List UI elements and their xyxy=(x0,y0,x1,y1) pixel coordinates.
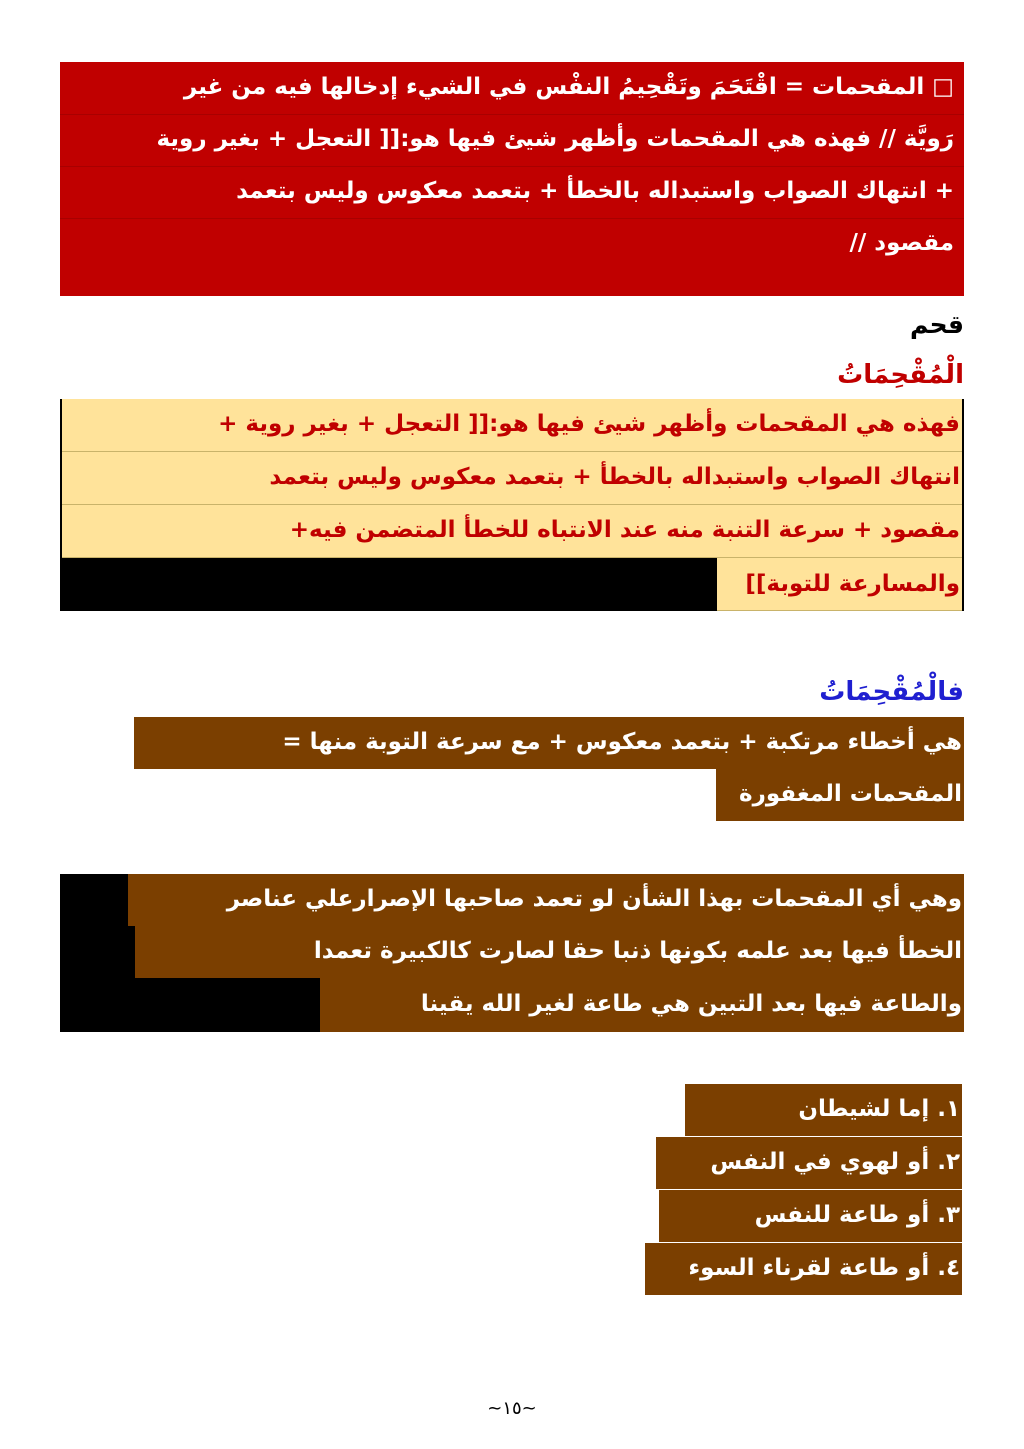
yellow-line-4: والمسارعة للتوبة]] xyxy=(745,571,960,597)
definition-text-1: هي أخطاء مرتكبة + بتعمد معكوس + مع سرعة التوبة منها = xyxy=(282,729,962,755)
list-item-text: ٢. أو لهوي في النفس xyxy=(710,1149,960,1175)
paragraph-box-row-3 xyxy=(320,978,964,1032)
redaction-bar xyxy=(60,874,130,926)
word-root: قحم xyxy=(910,310,964,339)
blue-heading: فالْمُقْحِمَاتُ xyxy=(819,677,964,707)
page-number: ~١٥~ xyxy=(487,1398,537,1419)
red-line-3: + انتهاك الصواب واستبداله بالخطأ + بتعمد معكوس وليس بتعمد xyxy=(236,178,954,204)
word-heading: الْمُقْحِمَاتُ xyxy=(837,360,964,390)
red-definition-block xyxy=(60,62,964,296)
row-divider xyxy=(60,218,964,219)
paragraph-line-1: وهي أي المقحمات بهذا الشأن لو تعمد صاحبها الإصرارعلي عناصر xyxy=(226,886,962,912)
yellow-line-2: انتهاك الصواب واستبداله بالخطأ + بتعمد معكوس وليس بتعمد xyxy=(269,464,960,490)
list-item-text: ٣. أو طاعة للنفس xyxy=(754,1202,960,1228)
list-item-text: ١. إما لشيطان xyxy=(798,1096,960,1122)
red-line-4: مقصود // xyxy=(849,230,954,256)
redaction-bar xyxy=(60,978,322,1032)
paragraph-box-row-2 xyxy=(135,926,964,978)
paragraph-line-3: والطاعة فيها بعد التبين هي طاعة لغير الله يقينا xyxy=(420,991,962,1017)
definition-text-2: المقحمات المغفورة xyxy=(739,781,962,807)
list-item-text: ٤. أو طاعة لقرناء السوء xyxy=(688,1255,960,1281)
list-item xyxy=(645,1243,962,1295)
paragraph-box-row-1 xyxy=(128,874,964,926)
list-item xyxy=(656,1137,962,1189)
row-divider xyxy=(60,166,964,167)
row-divider xyxy=(60,114,964,115)
definition-box-line-2 xyxy=(716,769,964,821)
definition-box-line-1 xyxy=(134,717,964,769)
redaction-bar xyxy=(62,558,717,611)
list-item xyxy=(659,1190,962,1242)
yellow-line-3: مقصود + سرعة التنبة منه عند الانتباه للخطأ المتضمن فيه+ xyxy=(289,517,960,543)
yellow-line-1: فهذه هي المقحمات وأظهر شيئ فيها هو:[[ التعجل + بغير روية + xyxy=(218,411,960,437)
redaction-bar xyxy=(60,926,137,978)
paragraph-line-2: الخطأ فيها بعد علمه بكونها ذنبا حقا لصارت كالكبيرة تعمدا xyxy=(313,938,962,964)
yellow-explanation-block xyxy=(60,399,964,611)
red-line-2: رَويَّة // فهذه هي المقحمات وأظهر شيئ فيها هو:[[ التعجل + بغير روية xyxy=(156,126,954,152)
list-item xyxy=(685,1084,962,1136)
red-line-1: □ المقحمات = اقْتَحَمَ وتَقْحِيمُ النفْس في الشيء إدخالها فيه من غير xyxy=(183,74,954,100)
